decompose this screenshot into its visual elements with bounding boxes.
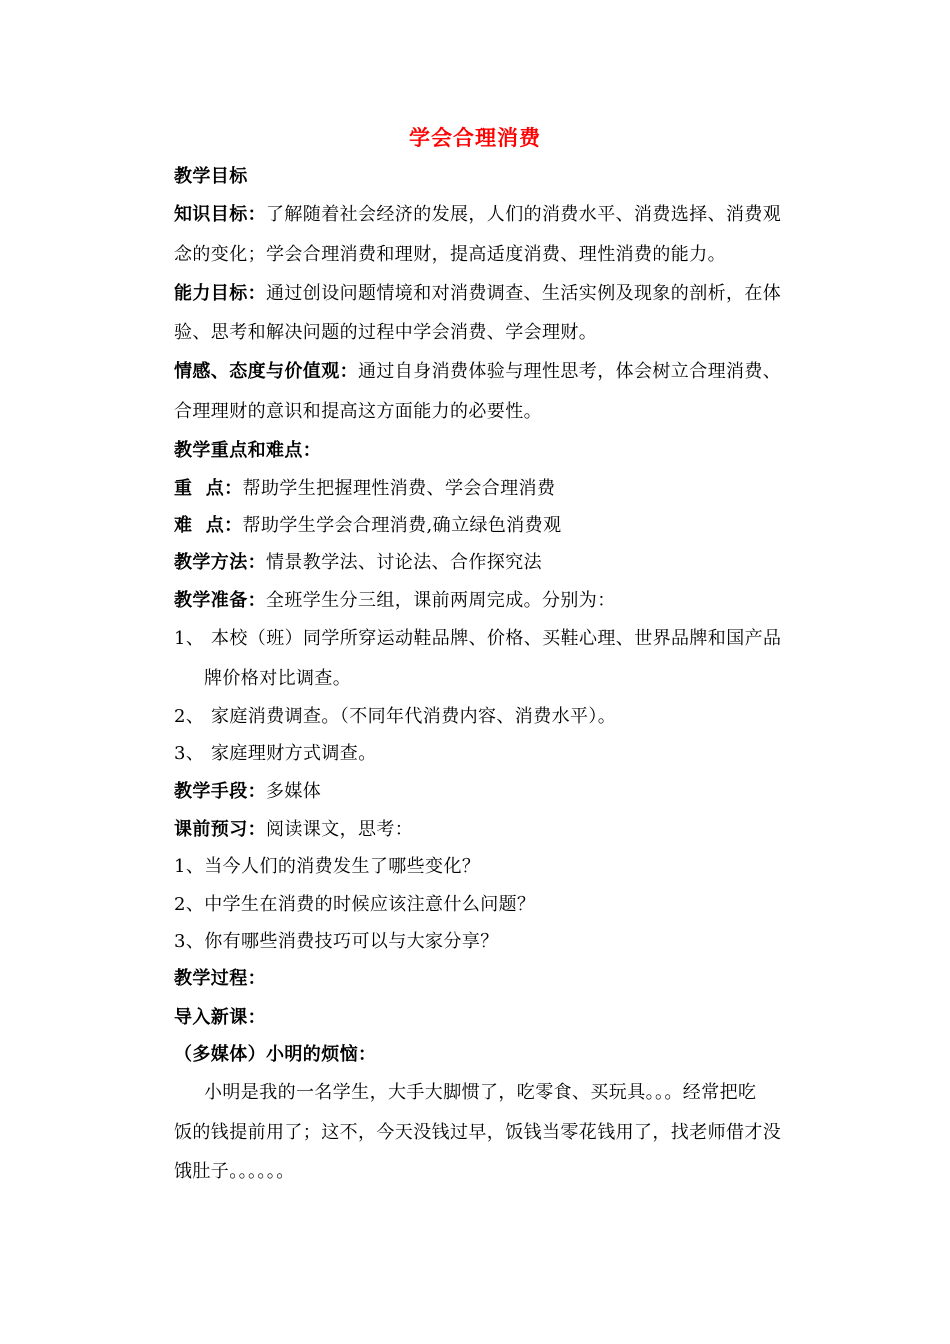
- difficulty-text: 帮助学生学会合理消费,确立绿色消费观: [242, 515, 562, 536]
- focus-text: 帮助学生把握理性消费、学会合理消费: [242, 478, 556, 499]
- preparation-item-2: [174, 705, 616, 729]
- ability-goal-label: 能力目标：: [174, 283, 266, 304]
- preparation-item-1-num: 1、: [174, 628, 205, 649]
- preview-label: 课前预习：: [174, 819, 266, 840]
- knowledge-goal-text1: 了解随着社会经济的发展，人们的消费水平、消费选择、消费观: [266, 204, 782, 225]
- section-heading-key-points: 教学重点和难点：: [174, 440, 322, 461]
- preview-question-1: 1、当今人们的消费发生了哪些变化？: [174, 856, 481, 877]
- means-line: [174, 780, 321, 804]
- story-line3: 饿肚子。。。。。。: [174, 1161, 295, 1182]
- emotion-goal-text1: 通过自身消费体验与理性思考，体会树立合理消费、: [358, 361, 782, 382]
- preparation-item-1-text: 本校（班）同学所穿运动鞋品牌、价格、买鞋心理、世界品牌和国产品: [211, 628, 782, 649]
- ability-goal-line1: [174, 282, 781, 306]
- emotion-goal-label: 情感、态度与价值观：: [174, 361, 358, 382]
- preparation-label: 教学准备：: [174, 590, 266, 611]
- knowledge-goal-label: 知识目标：: [174, 204, 266, 225]
- focus-label: 重 点：: [174, 478, 243, 499]
- preview-text: 阅读课文，思考：: [266, 819, 414, 840]
- preview-line: [174, 818, 413, 842]
- ability-goal-line2: 验、思考和解决问题的过程中学会消费、学会理财。: [174, 322, 598, 343]
- preparation-item-1: [174, 627, 781, 651]
- section-heading-goals: 教学目标: [174, 166, 248, 187]
- method-label: 教学方法：: [174, 552, 266, 573]
- story-line2: 饭的钱提前用了；这不，今天没钱过早，饭钱当零花钱用了，找老师借才没: [174, 1122, 782, 1143]
- focus-line: [174, 477, 555, 501]
- preview-question-2: 2、中学生在消费的时候应该注意什么问题？: [174, 894, 536, 915]
- difficulty-line: [174, 514, 561, 538]
- preparation-item-2-num: 2、: [174, 706, 205, 727]
- difficulty-label: 难 点：: [174, 515, 243, 536]
- method-line: [174, 551, 542, 575]
- preparation-item-3: [174, 742, 377, 766]
- means-text: 多媒体: [266, 781, 322, 802]
- story-heading: （多媒体）小明的烦恼：: [174, 1044, 377, 1065]
- preview-question-3: 3、你有哪些消费技巧可以与大家分享？: [174, 931, 499, 952]
- method-text: 情景教学法、讨论法、合作探究法: [266, 552, 542, 573]
- story-line1: 小明是我的一名学生，大手大脚惯了，吃零食、买玩具。。。经常把吃: [204, 1082, 757, 1103]
- preparation-item-2-text: 家庭消费调查。（不同年代消费内容、消费水平）。: [211, 706, 617, 727]
- preparation-item-1-line2: 牌价格对比调查。: [204, 668, 352, 689]
- emotion-goal-line1: [174, 360, 781, 384]
- preparation-line: [174, 589, 616, 613]
- document-title: 学会合理消费: [409, 126, 541, 150]
- preparation-item-3-text: 家庭理财方式调查。: [211, 743, 377, 764]
- knowledge-goal-line1: [174, 203, 781, 227]
- emotion-goal-line2: 合理理财的意识和提高这方面能力的必要性。: [174, 401, 542, 422]
- preparation-item-3-num: 3、: [174, 743, 205, 764]
- preparation-text: 全班学生分三组，课前两周完成。分别为：: [266, 590, 616, 611]
- knowledge-goal-line2: 念的变化；学会合理消费和理财，提高适度消费、理性消费的能力。: [174, 244, 726, 265]
- means-label: 教学手段：: [174, 781, 266, 802]
- ability-goal-text1: 通过创设问题情境和对消费调查、生活实例及现象的剖析，在体: [266, 283, 782, 304]
- section-heading-process: 教学过程：: [174, 968, 266, 989]
- section-heading-intro: 导入新课：: [174, 1007, 266, 1028]
